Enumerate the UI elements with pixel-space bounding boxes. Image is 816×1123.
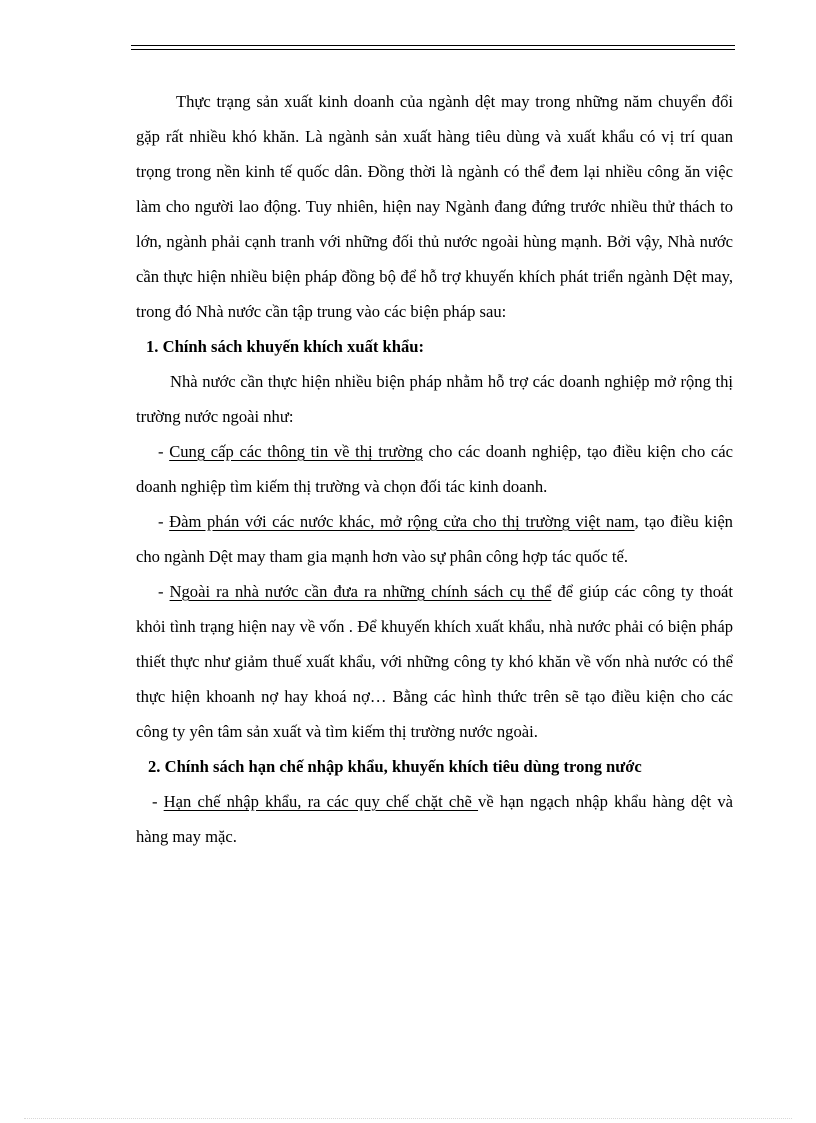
section-2-item-1: - Hạn chế nhập khẩu, ra các quy chế chặt chẽ về hạn ngạch nhập khẩu hàng dệt và hàng may mặc. bbox=[136, 792, 733, 846]
section-1-item-3: - Ngoài ra nhà nước cần đưa ra những chính sách cụ thể để giúp các công ty thoát khỏi tình trạng hiện nay về vốn . Để khuyến khích xuất khẩu, nhà nước phải có biện pháp thiết thực như giảm thuế xuất khẩu, với những công ty khó khăn về vốn nhà nước có thể thực hiện khoanh nợ hay khoá nợ… Bằng các hình thức trên sẽ tạo điều kiện cho các công ty yên tâm sản xuất và tìm kiếm thị trường nước ngoài. bbox=[136, 582, 733, 741]
underlined-phrase: Ngoài ra nhà nước cần đưa ra những chính sách cụ thể bbox=[169, 582, 552, 601]
section-2-heading: 2. Chính sách hạn chế nhập khẩu, khuyến khích tiêu dùng trong nước bbox=[148, 757, 642, 776]
underlined-phrase: Đàm phán với các nước khác, mở rộng cửa cho thị trường việt nam bbox=[169, 512, 635, 531]
section-1-lead: Nhà nước cần thực hiện nhiều biện pháp nhằm hỗ trợ các doanh nghiệp mở rộng thị trường nước ngoài như: bbox=[136, 372, 733, 426]
section-1-item-2: - Đàm phán với các nước khác, mở rộng cửa cho thị trường việt nam, tạo điều kiện cho ngành Dệt may tham gia mạnh hơn vào sự phân công hợp tác quốc tế. bbox=[136, 512, 733, 566]
section-1-item-1: - Cung cấp các thông tin về thị trường cho các doanh nghiệp, tạo điều kiện cho các doanh nghiệp tìm kiếm thị trường và chọn đối tác kinh doanh. bbox=[136, 442, 733, 496]
underlined-phrase: Cung cấp các thông tin về thị trường bbox=[169, 442, 423, 461]
section-1-heading: 1. Chính sách khuyến khích xuất khẩu: bbox=[146, 337, 425, 356]
underlined-phrase: Hạn chế nhập khẩu, ra các quy chế chặt chẽ bbox=[163, 792, 479, 811]
document-body bbox=[136, 84, 733, 854]
header-rule-thick bbox=[131, 45, 735, 46]
page-bottom-border bbox=[24, 1118, 792, 1119]
intro-paragraph: Thực trạng sản xuất kinh doanh của ngành dệt may trong những năm chuyển đổi gặp rất nhiều khó khăn. Là ngành sản xuất hàng tiêu dùng và xuất khẩu có vị trí quan trọng trong nền kinh tế quốc dân. Đồng thời là ngành có thể đem lại nhiều công ăn việc làm cho người lao động. Tuy nhiên, hiện nay Ngành đang đứng trước nhiều thử thách to lớn, ngành phải cạnh tranh với những đối thủ nước ngoài hùng mạnh. Bởi vậy, Nhà nước cần thực hiện nhiều biện pháp đồng bộ để hỗ trợ khuyến khích phát triển ngành Dệt may, trong đó Nhà nước cần tập trung vào các biện pháp sau: bbox=[136, 92, 733, 321]
header-rule-thin bbox=[131, 49, 735, 50]
